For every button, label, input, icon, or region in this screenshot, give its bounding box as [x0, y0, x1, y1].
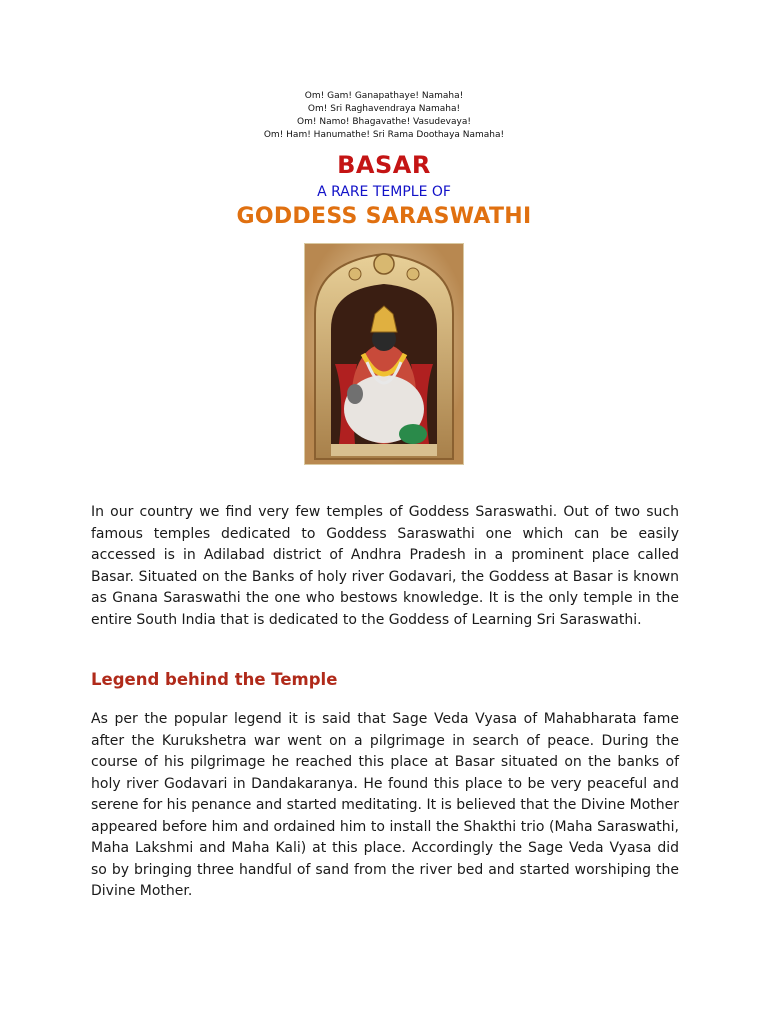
legend-paragraph: As per the popular legend it is said that Sage Veda Vyasa of Mahabharata fame after the Kurukshetra war went on a pilgrimage in search of peace. During the course of his pilgrimage he reached this place at Basar situated on the banks of holy river Godavari in Dandakaranya. He found this place to be very peaceful and serene for his penance and started meditating. It is believed that the Divine Mother appeared before him and ordained him to install the Shakthi trio (Maha Saraswathi, Maha Lakshmi and Maha Kali) at this place. Accordingly the Sage Veda Vyasa did so by bringing three handful of sand from the river bed and started worshiping the Divine Mother.	[91, 711, 679, 899]
idol-illustration	[305, 244, 463, 464]
invocation-line: Om! Namo! Bhagavathe! Vasudevaya!	[297, 117, 471, 127]
page-title: BASAR	[337, 151, 431, 179]
goddess-idol-photo	[304, 243, 464, 465]
intro-paragraph: In our country we find very few temples of Goddess Saraswathi. Out of two such famous temples dedicated to Goddess Saraswathi one which can be easily accessed is in Adilabad district of Andhra Pradesh in a prominent place called Basar. Situated on the Banks of holy river Godavari, the Goddess at Basar is known as Gnana Saraswathi the one who bestows knowledge. It is the only temple in the entire South India that is dedicated to the Goddess of Learning Sri Saraswathi.	[91, 504, 679, 628]
page-subtitle: A RARE TEMPLE OF	[317, 184, 451, 200]
section-heading: Legend behind the Temple	[91, 670, 338, 689]
invocation-line: Om! Ham! Hanumathe! Sri Rama Doothaya Namaha!	[263, 130, 505, 140]
invocation-line: Om! Gam! Ganapathaye! Namaha!	[304, 91, 464, 101]
invocation-block	[0, 90, 768, 142]
main-title: GODDESS SARASWATHI	[236, 204, 532, 229]
invocation-line: Om! Sri Raghavendraya Namaha!	[307, 104, 461, 114]
